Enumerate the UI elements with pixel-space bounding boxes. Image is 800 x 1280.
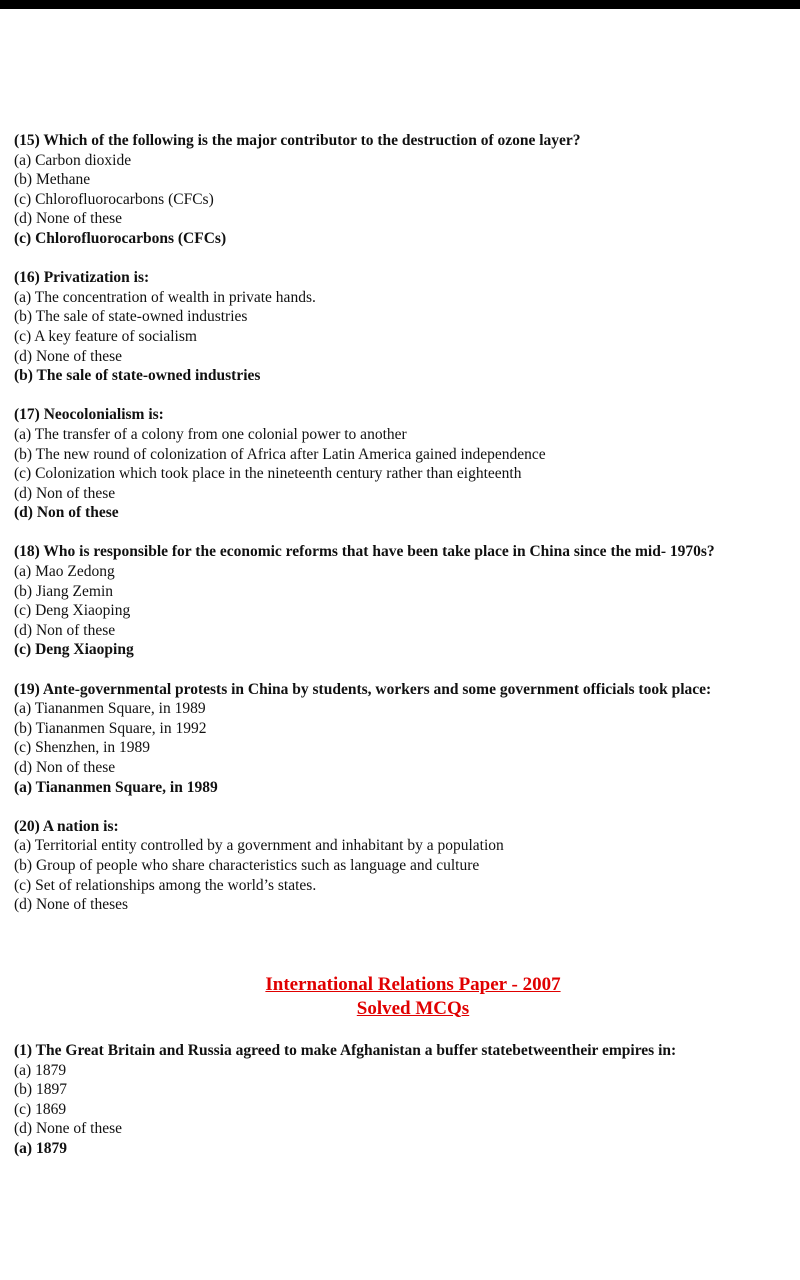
option-c: (c) A key feature of socialism (14, 327, 197, 345)
option-c: (c) Shenzhen, in 1989 (14, 739, 151, 757)
answer: (d) Non of these (14, 504, 119, 522)
option-a: (a) Territorial entity controlled by a government and inhabitant by a population (14, 837, 504, 855)
question-15 (14, 131, 794, 249)
question-19 (14, 680, 794, 798)
section-heading (0, 973, 800, 1020)
question-18 (14, 542, 794, 660)
option-d: (d) Non of these (14, 484, 116, 502)
option-d: (d) None of these (14, 210, 123, 228)
option-b: (b) Group of people who share characteristics such as language and culture (14, 856, 480, 874)
answer: (c) Deng Xiaoping (14, 641, 134, 659)
option-d: (d) Non of these (14, 621, 116, 639)
option-d: (d) None of theses (14, 896, 129, 914)
answer: (a) Tiananmen Square, in 1989 (14, 778, 218, 796)
question-stem: (18) Who is responsible for the economic reforms that have been take place in China since the mid- 1970s? (14, 543, 715, 561)
question-stem: (15) Which of the following is the major contributor to the destruction of ozone layer? (14, 132, 581, 149)
question-stem: (20) A nation is: (14, 817, 119, 835)
option-a: (a) The concentration of wealth in private hands. (14, 288, 316, 306)
option-c: (c) Colonization which took place in the nineteenth century rather than eighteenth (14, 465, 522, 483)
question-1 (14, 1041, 794, 1159)
option-a: (a) Tiananmen Square, in 1989 (14, 700, 206, 718)
option-b: (b) Tiananmen Square, in 1992 (14, 719, 207, 737)
question-17 (14, 405, 794, 523)
option-c: (c) 1869 (14, 1100, 67, 1118)
option-a: (a) The transfer of a colony from one colonial power to another (14, 425, 407, 443)
option-b: (b) Jiang Zemin (14, 582, 114, 600)
answer: (c) Chlorofluorocarbons (CFCs) (14, 229, 227, 247)
question-stem: (17) Neocolonialism is: (14, 406, 164, 424)
question-stem: (1) The Great Britain and Russia agreed to make Afghanistan a buffer statebetweentheir empires in: (14, 1042, 677, 1059)
question-stem: (16) Privatization is: (14, 269, 150, 287)
option-a: (a) Carbon dioxide (14, 151, 132, 169)
option-d: (d) None of these (14, 347, 123, 365)
answer: (a) 1879 (14, 1139, 67, 1157)
option-b: (b) The new round of colonization of Africa after Latin America gained independence (14, 445, 546, 463)
option-d: (d) Non of these (14, 759, 116, 776)
option-a: (a) Mao Zedong (14, 563, 115, 581)
section-questions-block (14, 1041, 794, 1159)
option-c: (c) Set of relationships among the world’s states. (14, 876, 317, 894)
top-status-bar (0, 0, 800, 9)
section-subtitle: Solved MCQs (356, 997, 470, 1019)
option-a: (a) 1879 (14, 1061, 67, 1079)
option-c: (c) Chlorofluorocarbons (CFCs) (14, 190, 214, 208)
option-b: (b) 1897 (14, 1081, 67, 1099)
answer: (b) The sale of state-owned industries (14, 367, 261, 385)
questions-block (14, 131, 794, 915)
question-stem: (19) Ante-governmental protests in China by students, workers and some government officials took place: (14, 680, 712, 698)
section-title: International Relations Paper - 2007 (265, 974, 561, 995)
question-20 (14, 817, 794, 915)
option-d: (d) None of these (14, 1120, 123, 1138)
option-b: (b) The sale of state-owned industries (14, 308, 248, 326)
option-b: (b) Methane (14, 171, 91, 189)
question-16 (14, 268, 794, 386)
option-c: (c) Deng Xiaoping (14, 602, 131, 620)
